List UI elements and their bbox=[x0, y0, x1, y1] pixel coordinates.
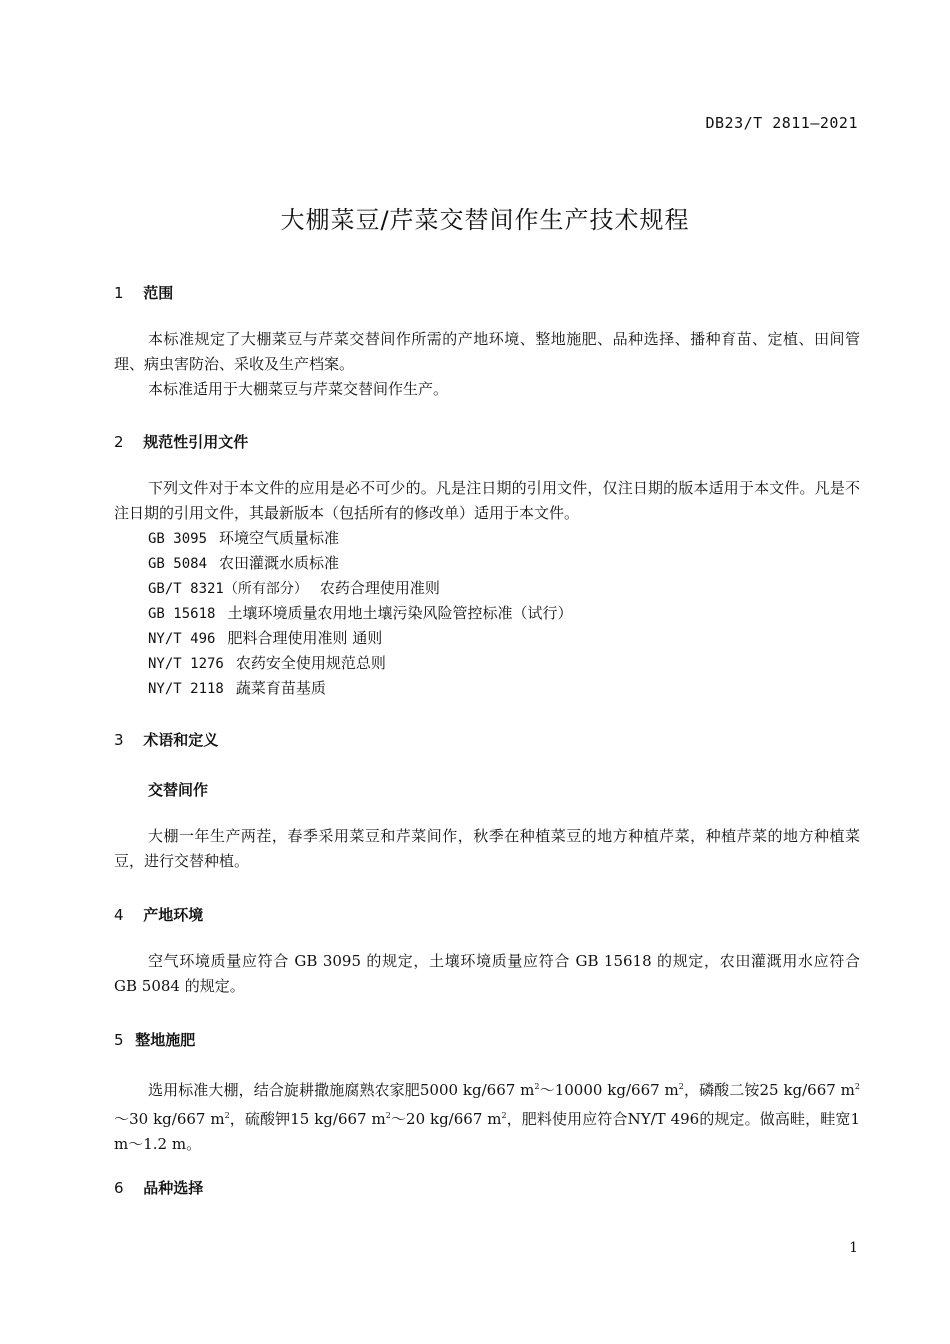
reference-name: 农田灌溉水质标准 bbox=[219, 554, 340, 572]
reference-code: GB/T 8321（所有部分） bbox=[148, 581, 308, 597]
reference-code: NY/T 1276 bbox=[148, 656, 224, 672]
reference-name: 环境空气质量标准 bbox=[219, 529, 340, 547]
reference-item bbox=[148, 551, 339, 577]
text-run: ～30 kg/667 m bbox=[114, 1110, 225, 1128]
section-number: 5 bbox=[114, 1031, 124, 1049]
text-run: ～10000 kg/667 m bbox=[539, 1081, 679, 1099]
section-title: 产地环境 bbox=[143, 906, 204, 924]
section-number: 4 bbox=[114, 906, 124, 924]
reference-name: 蔬菜育苗基质 bbox=[235, 679, 326, 697]
superscript: 2 bbox=[854, 1082, 861, 1091]
term-definition: 大棚一年生产两茬，春季采用菜豆和芹菜间作，秋季在种植菜豆的地方种植芹菜，种植芹菜的地方种植菜豆，进行交替种植。 bbox=[114, 827, 860, 870]
text-run: ，磷酸二铵25 kg/667 m bbox=[683, 1081, 855, 1099]
references-paragraph: 下列文件对于本文件的应用是必不可少的。凡是注日期的引用文件，仅注日期的版本适用于本文件。凡是不注日期的引用文件，其最新版本（包括所有的修改单）适用于本文件。 bbox=[114, 479, 860, 522]
section-heading-fertilization bbox=[114, 1029, 195, 1050]
section-heading-environment bbox=[114, 904, 203, 925]
term-heading: 交替间作 bbox=[148, 781, 209, 799]
superscript: 2 bbox=[534, 1082, 540, 1091]
reference-name: 肥料合理使用准则 通则 bbox=[227, 629, 383, 647]
reference-code: GB 3095 bbox=[148, 531, 208, 547]
fertilization-paragraph bbox=[114, 1074, 860, 1157]
reference-code: NY/T 496 bbox=[148, 631, 216, 647]
section-number: 1 bbox=[114, 284, 124, 302]
reference-name: 土壤环境质量农用地土壤污染风险管控标准（试行） bbox=[227, 604, 573, 622]
superscript: 2 bbox=[678, 1082, 684, 1091]
reference-code: GB 5084 bbox=[148, 556, 208, 572]
text-run: ～20 kg/667 m bbox=[390, 1110, 502, 1128]
text-run: ，肥料使用应符合NY/T 496的规定。做高畦，畦宽1 m～1.2 m。 bbox=[114, 1110, 860, 1153]
section-heading-variety bbox=[114, 1177, 203, 1198]
reference-item bbox=[148, 626, 382, 652]
section-number: 3 bbox=[114, 731, 124, 749]
reference-item bbox=[148, 526, 339, 552]
reference-item bbox=[148, 601, 572, 627]
section-number: 6 bbox=[114, 1179, 124, 1197]
page-number: 1 bbox=[849, 1240, 858, 1256]
reference-code: GB 15618 bbox=[148, 606, 216, 622]
text-run: 选用标准大棚，结合旋耕撒施腐熟农家肥5000 kg/667 m bbox=[148, 1081, 535, 1099]
superscript: 2 bbox=[224, 1111, 230, 1120]
reference-item bbox=[148, 676, 326, 702]
section-heading-normative-references bbox=[114, 431, 248, 452]
reference-name: 农药安全使用规范总则 bbox=[235, 654, 386, 672]
superscript: 2 bbox=[385, 1111, 391, 1120]
text-run: ，硫酸钾15 kg/667 m bbox=[229, 1110, 386, 1128]
section-title: 范围 bbox=[143, 284, 174, 302]
scope-paragraph-1: 本标准规定了大棚菜豆与芹菜交替间作所需的产地环境、整地施肥、品种选择、播种育苗、定植、田间管理、病虫害防治、采收及生产档案。 bbox=[114, 330, 860, 373]
superscript: 2 bbox=[501, 1111, 507, 1120]
page-title: 大棚菜豆/芹菜交替间作生产技术规程 bbox=[280, 206, 690, 234]
environment-paragraph: 空气环境质量应符合 GB 3095 的规定，土壤环境质量应符合 GB 15618 的规定，农田灌溉用水应符合 GB 5084 的规定。 bbox=[114, 952, 860, 995]
section-title: 品种选择 bbox=[143, 1179, 204, 1197]
section-title: 规范性引用文件 bbox=[143, 433, 249, 451]
section-heading-scope bbox=[114, 282, 173, 303]
reference-name: 农药合理使用准则 bbox=[319, 579, 440, 597]
section-title: 术语和定义 bbox=[143, 731, 219, 749]
scope-paragraph-2: 本标准适用于大棚菜豆与芹菜交替间作生产。 bbox=[148, 380, 449, 398]
section-heading-terms bbox=[114, 729, 218, 750]
reference-code: NY/T 2118 bbox=[148, 681, 224, 697]
reference-item bbox=[148, 651, 386, 677]
section-number: 2 bbox=[114, 433, 124, 451]
section-title: 整地施肥 bbox=[135, 1031, 196, 1049]
reference-item bbox=[148, 576, 440, 602]
document-code: DB23/T 2811—2021 bbox=[705, 114, 858, 132]
